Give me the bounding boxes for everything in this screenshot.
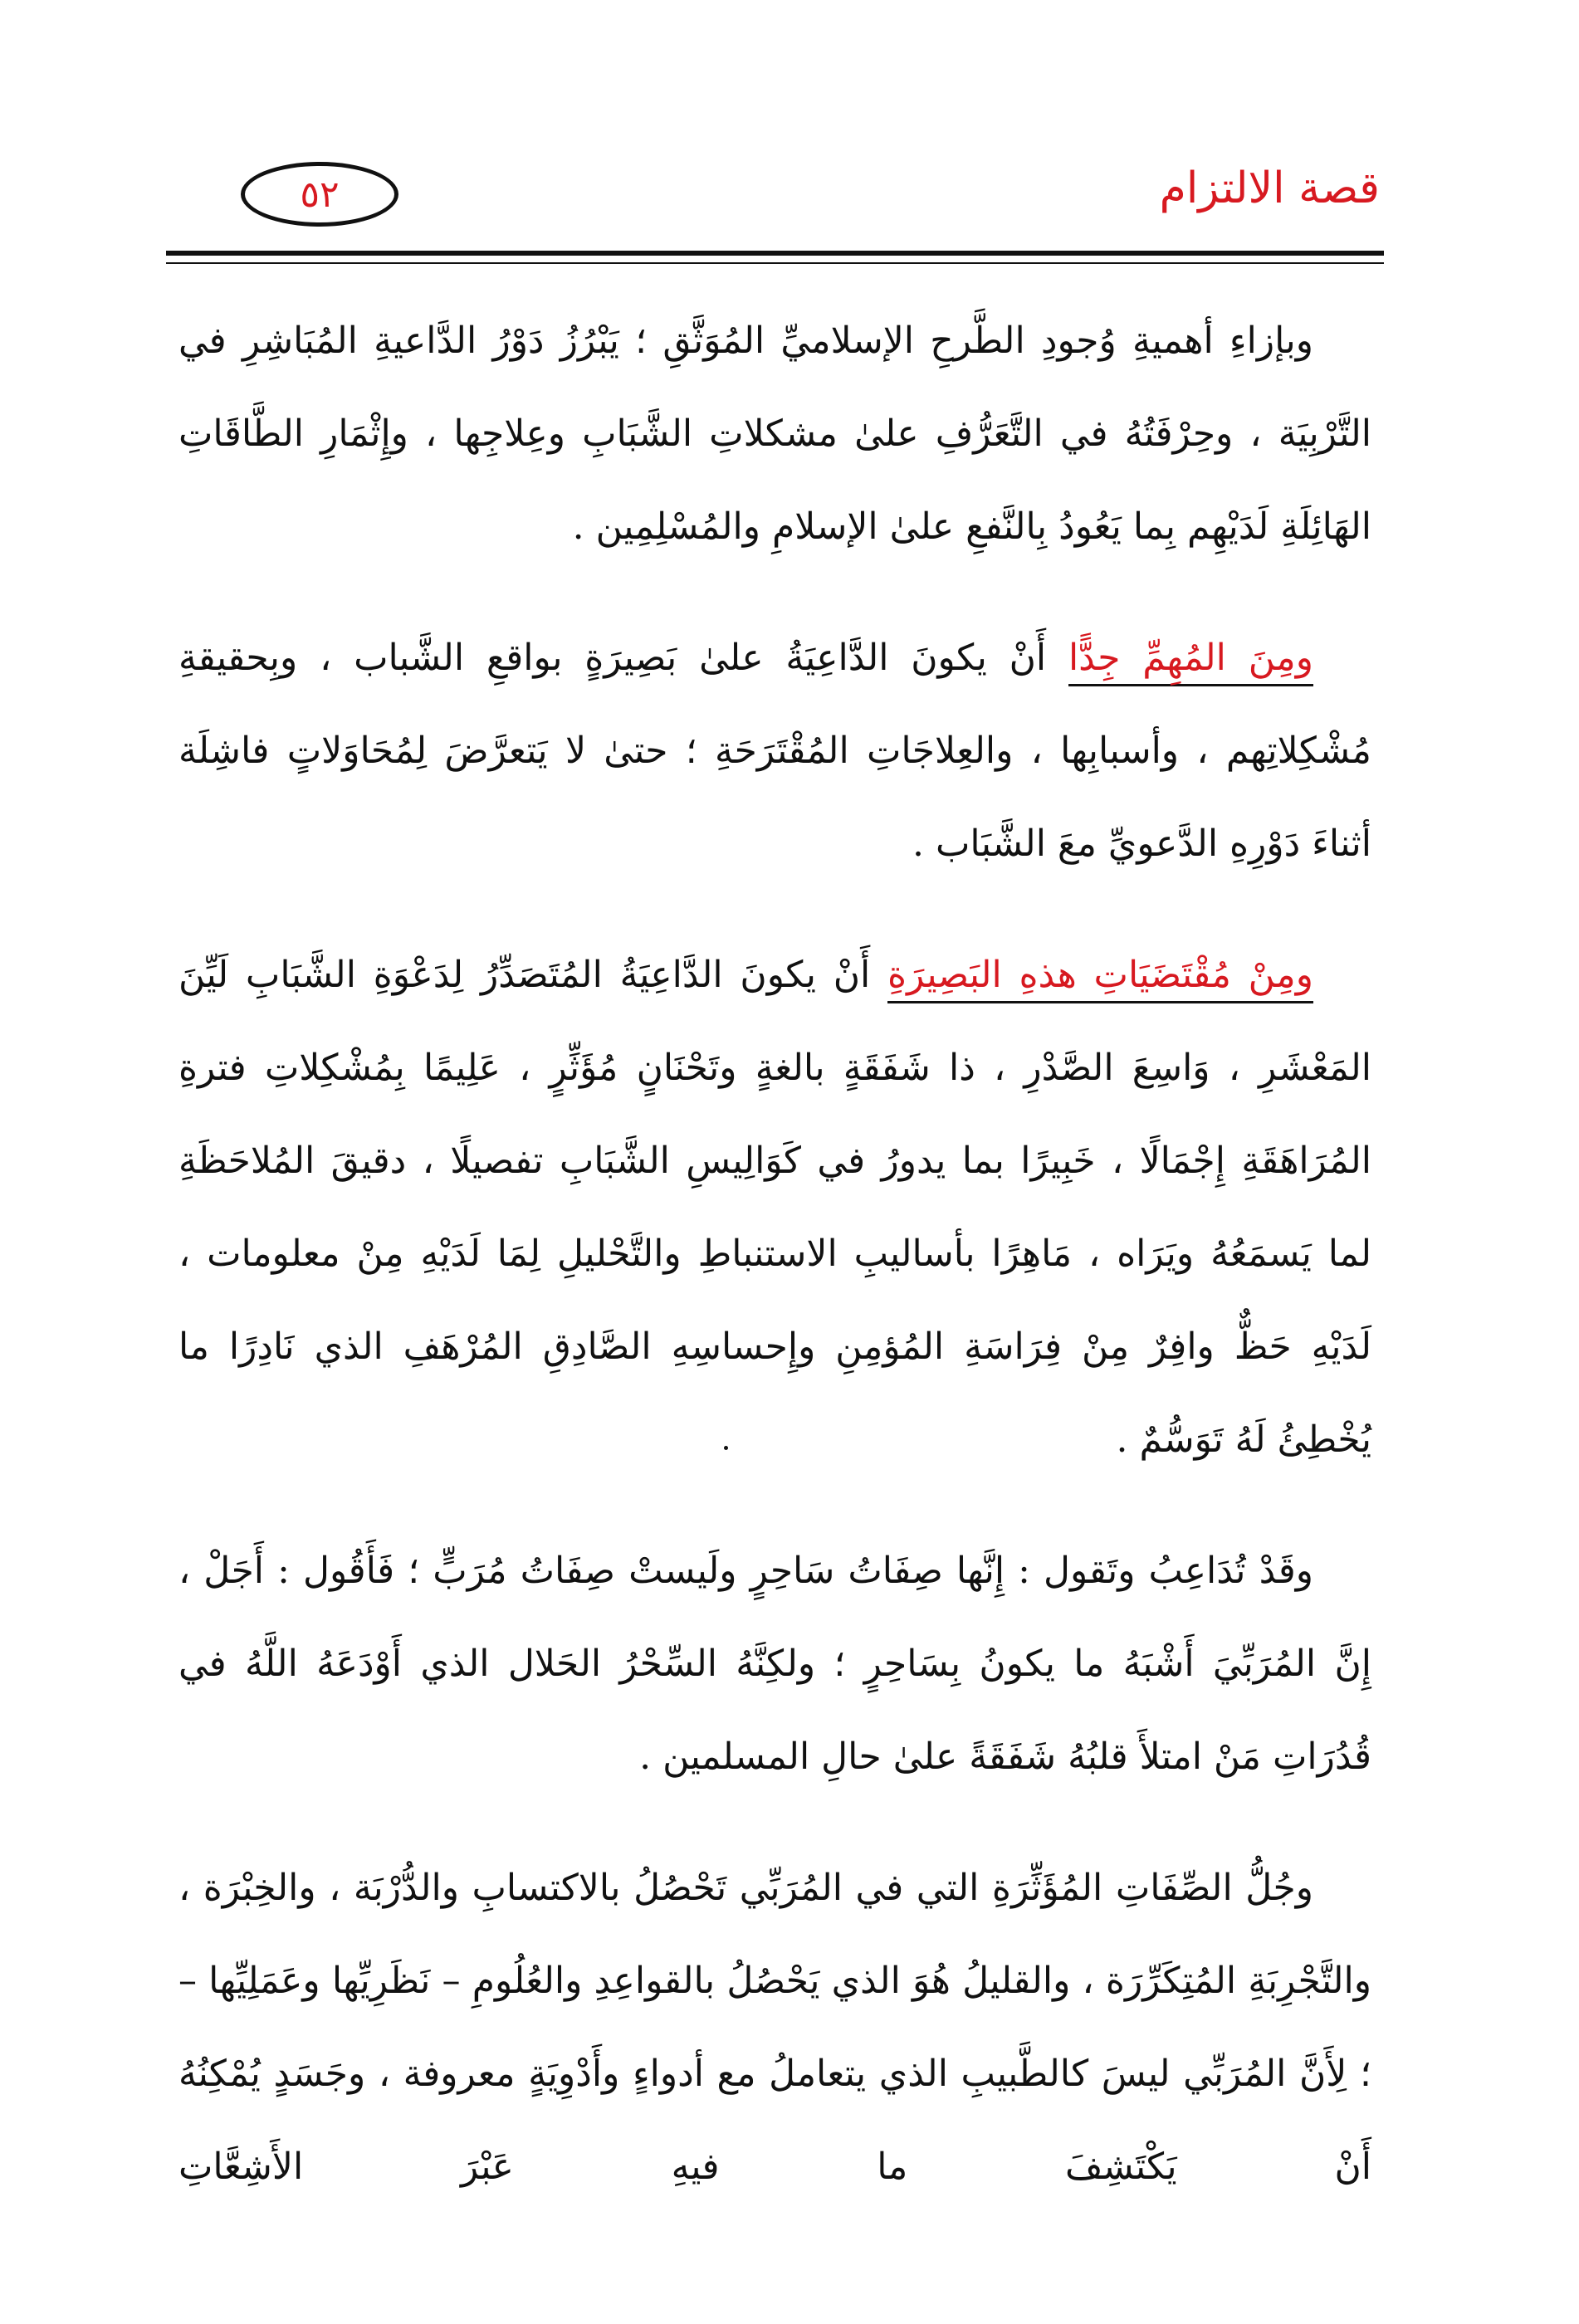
highlighted-phrase: ومِنَ المُهِمِّ جِدًّا xyxy=(1068,637,1313,686)
page-body xyxy=(178,295,1371,2252)
paragraph-text: أَنْ يكونَ الدَّاعِيَةُ المُتَصَدِّرُ لِدَعْوَةِ الشَّبَابِ لَيِّنَ المَعْشَرِ ، وَاسِعَ الصَّدْرِ ، ذا شَفَقَةٍ بالغةٍ وتَحْنَانٍ مُؤَثِّرٍ ، عَلِيمًا بِمُشْكِلاتِ فترةِ المُرَاهَقَةِ إِجْمَالًا ، خَبِيرًا بما يدورُ في كَوَالِيسِ الشَّبَابِ تفصيلًا ، دقيقَ المُلاحَظَةِ لما يَسمَعُهُ ويَرَاه ، مَاهِرًا بأساليبِ الاستنباطِ والتَّحْليلِ لِمَا لَدَيْهِ مِنْ معلومات ، لَدَيْهِ حَظٌّ وافِرٌ مِنْ فِرَاسَةِ المُؤمِنِ وإِحساسِهِ الصَّادِقِ المُرْهَفِ الذي نَادِرًا ما يُخْطِئُ لَهُ تَوَسُّمٌ . xyxy=(178,954,1371,1461)
highlighted-phrase: ومِنْ مُقْتَضَيَاتِ هذهِ البَصِيرَةِ xyxy=(887,954,1313,1003)
paragraph-text: أَنْ يكونَ الدَّاعِيَةُ علىٰ بَصِيرَةٍ بواقعِ الشَّباب ، وبِحقيقةِ مُشْكِلاتِهم ، وأسبابِها ، والعِلاجَاتِ المُقْتَرَحَةِ ؛ حتىٰ لا يَتعرَّضَ لِمُحَاوَلاتٍ فاشِلَة أثناءَ دَوْرِهِ الدَّعويِّ معَ الشَّبَاب . xyxy=(178,637,1371,865)
paragraph-3 xyxy=(178,929,1371,1487)
header-rule xyxy=(166,251,1384,256)
paragraph-4 xyxy=(178,1525,1371,1804)
paragraph-text: وقَدْ تُدَاعِبُ وتَقول : إِنَّها صِفَاتُ سَاحِرٍ ولَيستْ صِفَاتُ مُرَبٍّ ؛ فَأَقُول : أَجَلْ ، إِنَّ المُرَبِّيَ أَشْبَهُ ما يكونُ بِسَاحِرٍ ؛ ولكِنَّهُ السِّحْرُ الحَلال الذي أَوْدَعَهُ اللَّهُ في قُدُرَاتِ مَنْ امتلأَ قلبُهُ شَفَقَةً علىٰ حالِ المسلمين . xyxy=(178,1550,1371,1778)
paragraph-text: وبإزاءِ أهميةِ وُجودِ الطَّرحِ الإسلاميِّ المُوَثَّقِ ؛ يَبْرُزُ دَوْرُ الدَّاعيةِ المُبَاشِرِ في التَّرْبِيَة ، وحِرْفَتُهُ في التَّعَرُّفِ علىٰ مشكلاتِ الشَّبَابِ وعِلاجِها ، وإِثْمَارِ الطَّاقَاتِ الهَائِلَةِ لَدَيْهِم بِما يَعُودُ بِالنَّفعِ علىٰ الإسلامِ والمُسْلِمِين . xyxy=(178,320,1371,548)
paragraph-text: وجُلُّ الصِّفَاتِ المُؤَثِّرَةِ التي في المُرَبِّي تَحْصُلُ بالاكتسابِ والدُّرْبَة ، والخِبْرَة ، والتَّجْرِبَةِ المُتِكَرِّرَة ، والقليلُ هُوَ الذي يَحْصُلُ بالقواعِدِ والعُلُومِ – نَظَرِيِّها وعَمَلِيِّها – ؛ لِأَنَّ المُرَبِّي ليسَ كالطَّبيبِ الذي يتعاملُ مع أدواءٍ وأَدْوِيَةٍ معروفة ، وجَسَدٍ يُمْكِنُهُ أَنْ يَكْتَشِفَ ما فيهِ عَبْرَ الأَشِعَّاتِ xyxy=(178,1867,1371,2188)
paragraph-1 xyxy=(178,295,1371,574)
running-title: قصة الالتزام xyxy=(1159,164,1380,213)
page-number-badge: ٥٢ xyxy=(241,162,398,227)
paragraph-2 xyxy=(178,612,1371,891)
header-rule-thin xyxy=(166,262,1384,264)
print-speck xyxy=(724,1446,728,1450)
paragraph-5 xyxy=(178,1842,1371,2214)
page-header xyxy=(208,154,1413,245)
